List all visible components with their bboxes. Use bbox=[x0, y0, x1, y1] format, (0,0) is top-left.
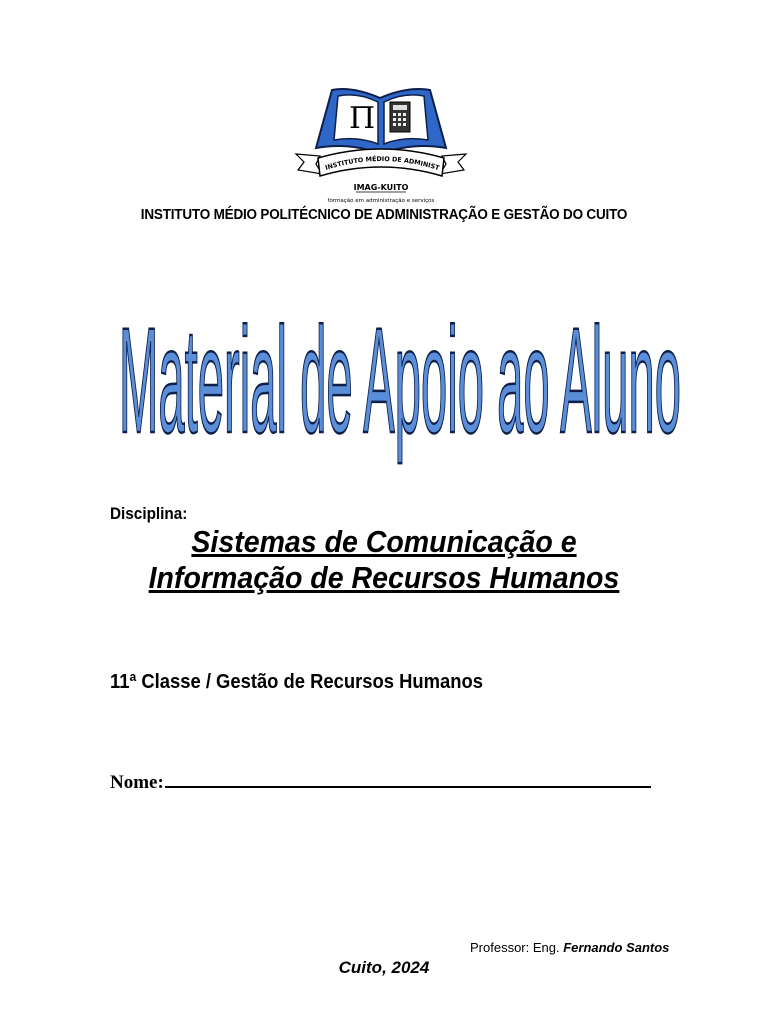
wordart-title bbox=[110, 286, 690, 476]
title-text: Material de Apoio ao Aluno bbox=[119, 296, 681, 464]
school-name: INSTITUTO MÉDIO POLITÉCNICO DE ADMINISTRAÇÃO E GESTÃO DO CUITO bbox=[140, 207, 628, 223]
professor-name: Fernando Santos bbox=[563, 940, 670, 955]
logo-banner-text: INSTITUTO MÉDIO DE ADMINIST bbox=[324, 154, 441, 173]
discipline-title-line2: Informação de Recursos Humanos bbox=[148, 560, 620, 595]
professor-label: Professor: Eng. bbox=[470, 940, 564, 955]
class-info: 11ª Classe / Gestão de Recursos Humanos bbox=[110, 671, 483, 693]
calculator-icon bbox=[390, 102, 410, 132]
school-logo bbox=[292, 84, 470, 208]
professor-credit bbox=[470, 940, 669, 955]
name-label: Nome: bbox=[110, 772, 164, 793]
name-field bbox=[110, 772, 651, 794]
open-book-icon bbox=[292, 84, 470, 208]
discipline-label: Disciplina: bbox=[110, 504, 188, 523]
pi-symbol: Π bbox=[349, 101, 376, 136]
name-blank-line bbox=[165, 776, 651, 788]
logo-acronym: IMAG-KUITO bbox=[353, 183, 409, 192]
discipline-title-line1: Sistemas de Comunicação e bbox=[191, 524, 577, 559]
place-year: Cuito, 2024 bbox=[338, 958, 430, 977]
logo-tagline: formação em administração e serviços bbox=[327, 198, 435, 204]
